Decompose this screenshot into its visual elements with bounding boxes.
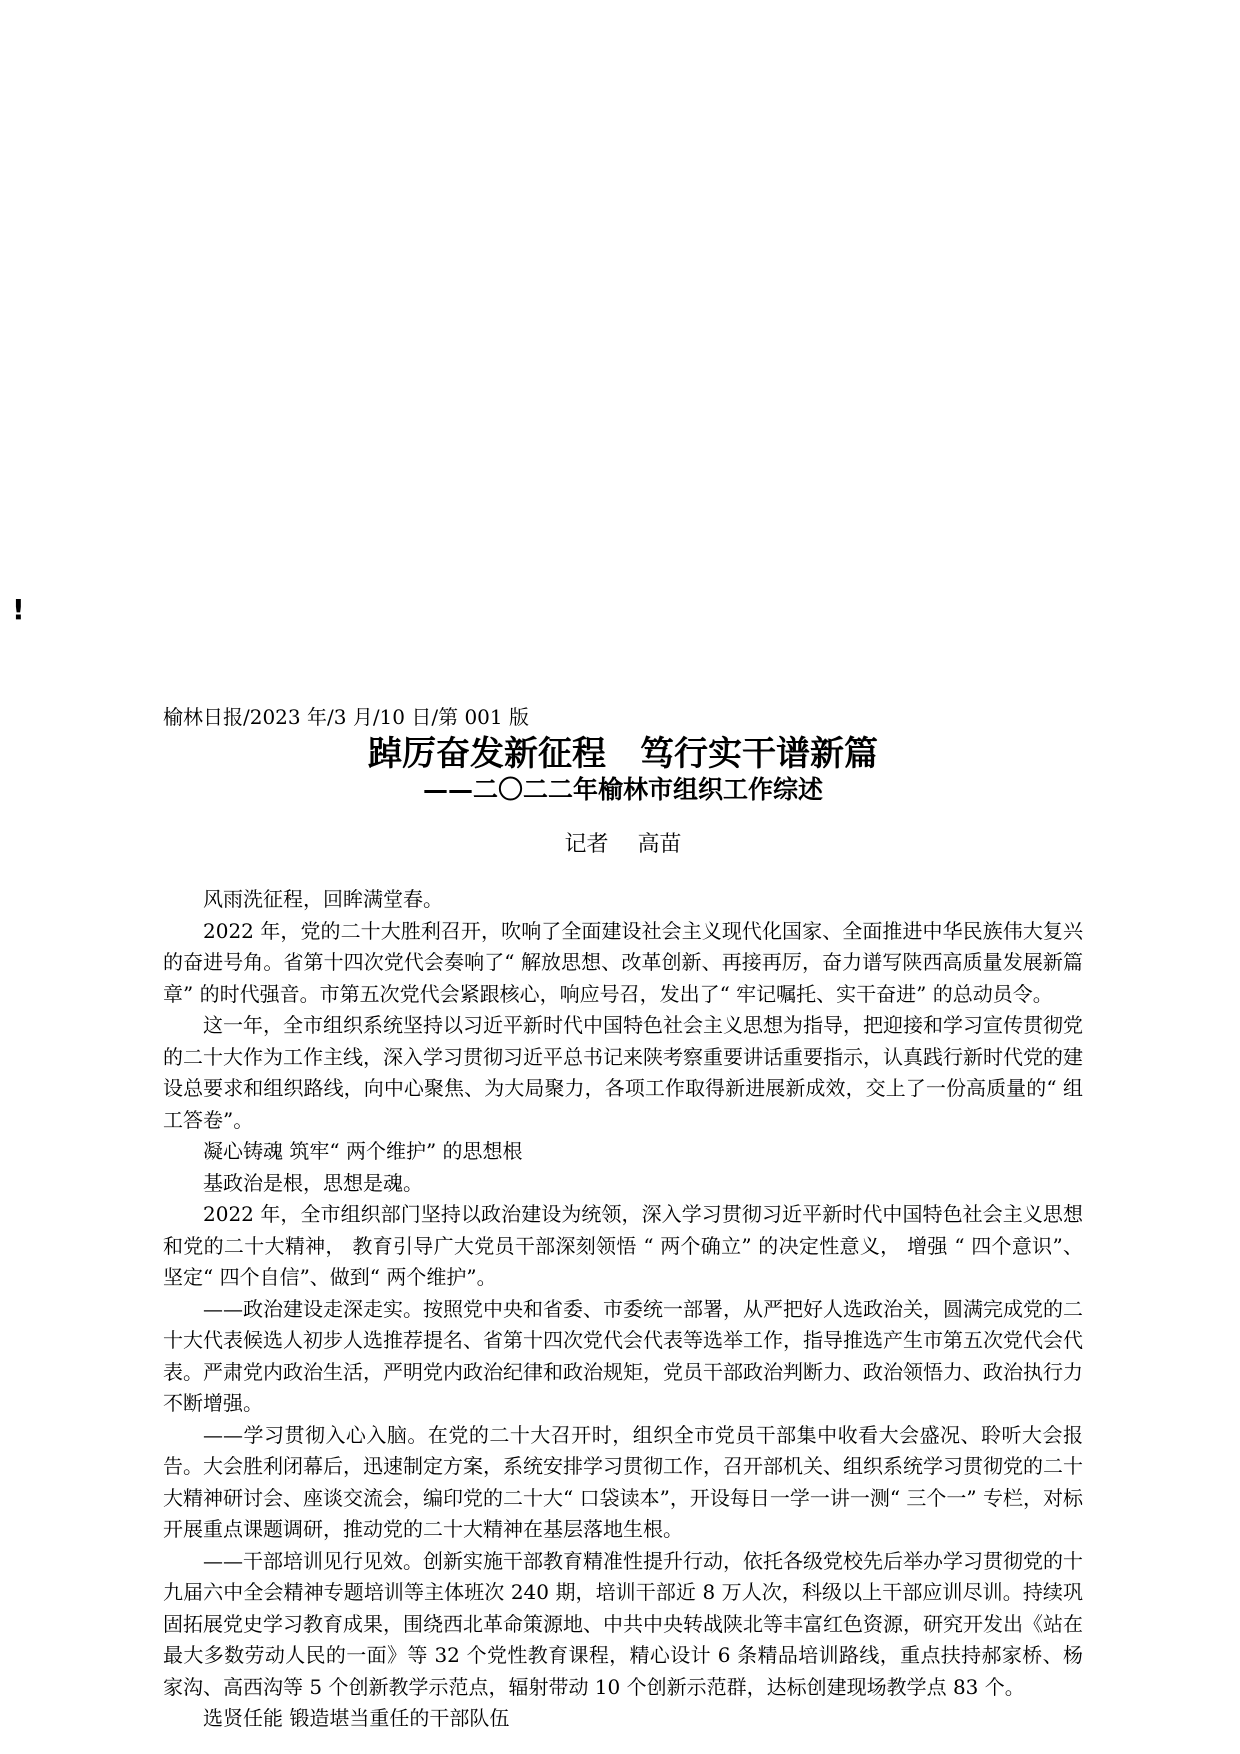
article-title: 踔厉奋发新征程 笃行实干谱新篇: [368, 734, 878, 774]
paragraph: 2022 年，党的二十大胜利召开，吹响了全面建设社会主义现代化国家、全面推进中华民族伟大复兴的奋进号角。省第十四次党代会奏响了“ 解放思想、改革创新、再接再厉，奋力谱写陕西高质量发展新篇章” 的时代强音。市第五次党代会紧跟核心，响应号召，发出了“ 牢记嘱托、实干奋进” 的总动员令。: [163, 918, 1083, 1006]
byline: 记者 高苗: [564, 832, 682, 857]
source-line: 榆林日报/2023 年/3 月/10 日/第 001 版: [163, 705, 529, 729]
article: [163, 702, 1083, 1735]
paragraph: ——干部培训见行见效。创新实施干部教育精准性提升行动，依托各级党校先后举办学习贯彻党的十九届六中全会精神专题培训等主体班次 240 期，培训干部近 8 万人次，科级以上干部应训尽训。持续巩固拓展党史学习教育成果，围绕西北革命策源地、中共中央转战陕北等丰富红色资源，研究开发出《站在最大多数劳动人民的一面》等 32 个党性教育课程，精心设计 6 条精品培训路线，重点扶持郝家桥、杨家沟、高西沟等 5 个创新教学示范点，辐射带动 10 个创新示范群，达标创建现场教学点 83 个。: [163, 1548, 1083, 1699]
paragraph: 2022 年，全市组织部门坚持以政治建设为统领，深入学习贯彻习近平新时代中国特色社会主义思想和党的二十大精神， 教育引导广大党员干部深刻领悟 “ 两个确立” 的决定性意义， 增强 “ 四个意识”、坚定“ 四个自信”、做到“ 两个维护”。: [163, 1202, 1083, 1289]
paragraph: 风雨洗征程，回眸满堂春。: [203, 887, 443, 911]
article-subtitle: ——二〇二二年榆林市组织工作综述: [422, 775, 823, 804]
section-heading: 凝心铸魂 筑牢“ 两个维护” 的思想根: [203, 1139, 523, 1163]
section-heading: 选贤任能 锻造堪当重任的干部队伍: [203, 1706, 510, 1730]
paragraph: 基政治是根，思想是魂。: [203, 1170, 423, 1195]
paragraph: 这一年，全市组织系统坚持以习近平新时代中国特色社会主义思想为指导，把迎接和学习宣传贯彻党的二十大作为工作主线，深入学习贯彻习近平总书记来陕考察重要讲话重要指示，认真践行新时代党的建设总要求和组织路线，向中心聚焦、为大局聚力，各项工作取得新进展新成效，交上了一份高质量的“ 组工答卷”。: [163, 1013, 1083, 1132]
paragraph: ——学习贯彻入心入脑。在党的二十大召开时，组织全市党员干部集中收看大会盛况、聆听大会报告。大会胜利闭幕后，迅速制定方案，系统安排学习贯彻工作，召开部机关、组织系统学习贯彻党的二十大精神研讨会、座谈交流会，编印党的二十大“ 口袋读本”，开设每日一学一讲一测“ 三个一” 专栏，对标开展重点课题调研，推动党的二十大精神在基层落地生根。: [163, 1422, 1083, 1541]
exclamation-mark: !: [12, 593, 25, 626]
paragraph: ——政治建设走深走实。按照党中央和省委、市委统一部署，从严把好人选政治关，圆满完成党的二十大代表候选人初步人选推荐提名、省第十四次党代会代表等选举工作，指导推选产生市第五次党代会代表。严肃党内政治生活，严明党内政治纪律和政治规矩，党员干部政治判断力、政治领悟力、政治执行力不断增强。: [163, 1296, 1083, 1415]
